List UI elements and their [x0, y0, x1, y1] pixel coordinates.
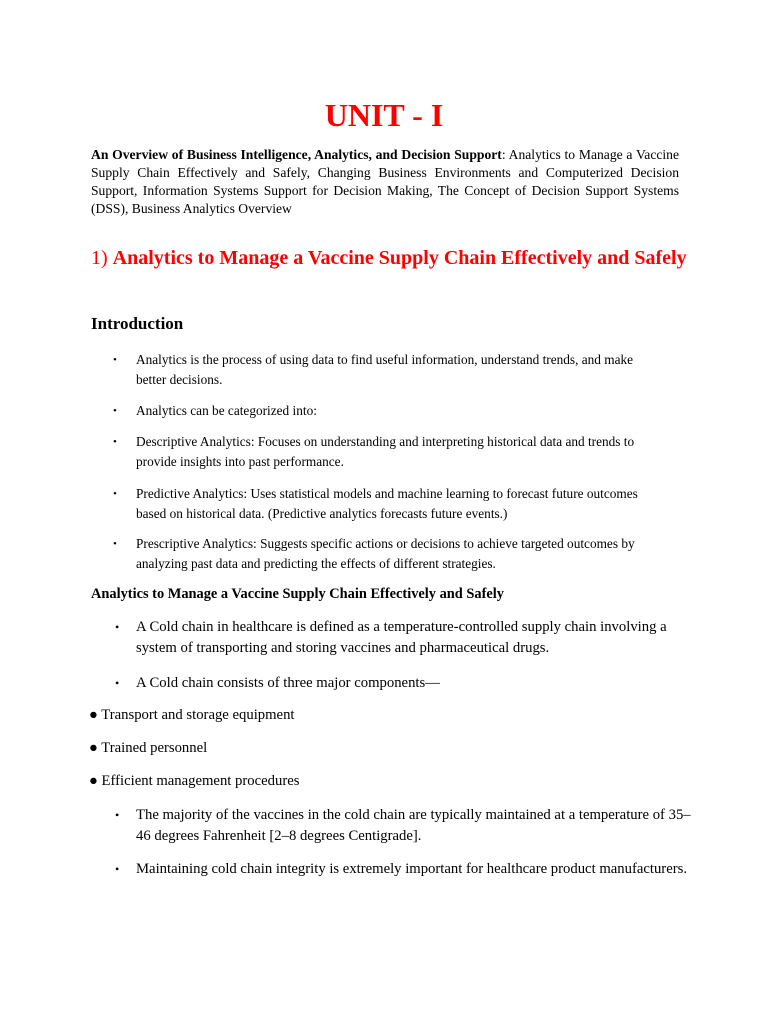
bullet-dot: • — [113, 436, 117, 448]
cold-chain-heading: Analytics to Manage a Vaccine Supply Chain Effectively and Safely — [91, 586, 504, 602]
unit-title: UNIT - I — [324, 97, 444, 133]
list-item-text: Prescriptive Analytics: Suggests specific actions or decisions to achieve targeted outcomes by analyzing past data and predicting the effects of different strategies. — [136, 536, 635, 571]
section-title: Analytics to Manage a Vaccine Supply Chain Effectively and Safely — [112, 247, 687, 269]
list-item-text: Analytics can be categorized into: — [136, 403, 317, 418]
component-item: ● Trained personnel — [89, 740, 208, 756]
bullet-dot: • — [113, 354, 117, 366]
bullet-dot: • — [115, 620, 120, 634]
list-item-text: A Cold chain consists of three major components— — [136, 675, 440, 691]
section-heading — [91, 244, 691, 272]
overview-label: An Overview of Business Intelligence, Analytics, and Decision Support — [91, 147, 502, 162]
introduction-heading: Introduction — [91, 314, 184, 333]
list-item-text: Descriptive Analytics: Focuses on understanding and interpreting historical data and trends to provide insights into past performance. — [136, 434, 635, 469]
list-item-text: Analytics is the process of using data to find useful information, understand trends, and make better decisions. — [136, 352, 634, 387]
overview-separator: : — [501, 147, 506, 162]
bullet-dot: • — [115, 862, 120, 876]
list-item-text: Predictive Analytics: Uses statistical models and machine learning to forecast future outcomes based on historical data. (Predictive analytics forecasts future events.) — [136, 486, 638, 521]
list-item-text: A Cold chain in healthcare is defined as a temperature-controlled supply chain involving a system of transporting and storing vaccines and pharmaceutical drugs. — [136, 619, 667, 656]
bullet-dot: • — [113, 538, 117, 550]
overview-text: Analytics to Manage a Vaccine Supply Chain Effectively and Safely, Changing Business Environments and Computerized Decision Support, Information Systems Support for Decision Making, The Concept of Decision Support Systems (DSS), Business Analytics Overview — [91, 147, 679, 216]
bullet-dot: • — [113, 405, 117, 417]
bullet-dot: • — [115, 676, 120, 690]
section-number: 1) — [91, 247, 108, 269]
component-item: ● Efficient management procedures — [89, 773, 300, 789]
unit-overview — [91, 146, 679, 218]
bullet-dot: • — [113, 488, 117, 500]
list-item-text: The majority of the vaccines in the cold chain are typically maintained at a temperature of 35–46 degrees Fahrenheit [2–8 degrees Centigrade]. — [136, 807, 691, 844]
bullet-dot: • — [115, 808, 120, 822]
component-item: ● Transport and storage equipment — [89, 707, 295, 723]
list-item-text: Maintaining cold chain integrity is extremely important for healthcare product manufacturers. — [136, 861, 687, 877]
